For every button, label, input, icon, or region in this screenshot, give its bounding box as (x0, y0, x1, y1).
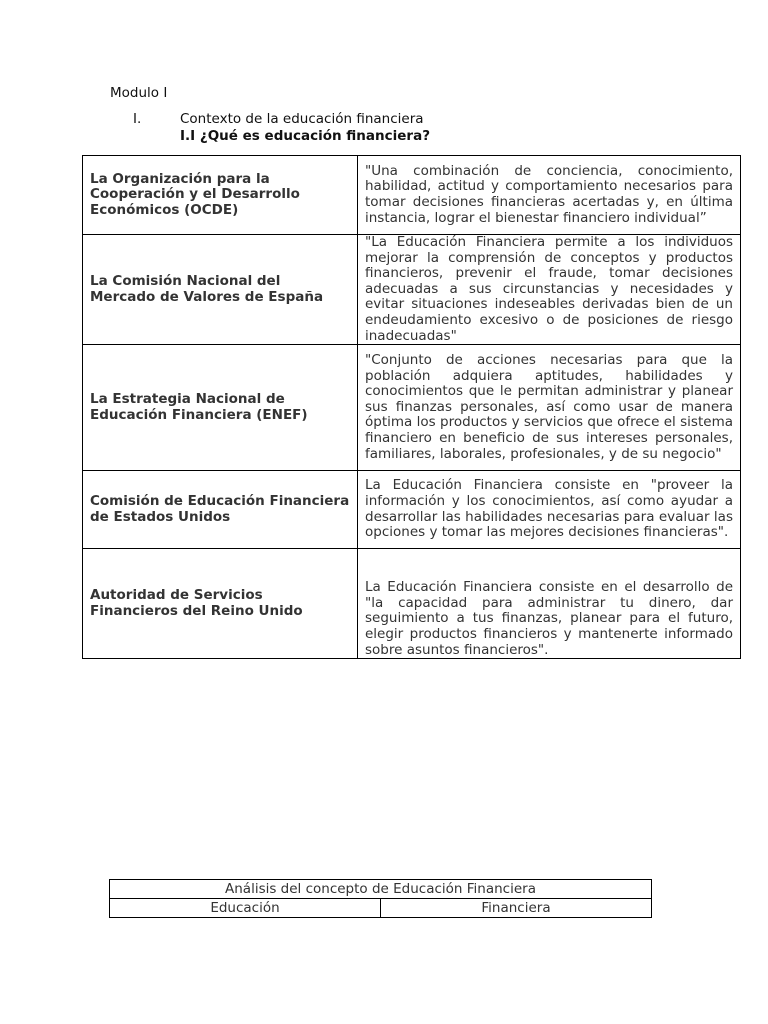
analysis-title: Análisis del concepto de Educación Financiera (110, 880, 652, 899)
section-number: I. (133, 111, 142, 127)
table-row (110, 899, 652, 918)
table-row (83, 235, 741, 345)
analysis-column-financiera: Financiera (381, 899, 652, 918)
organization-cell: Comisión de Educación Financiera de Estados Unidos (83, 471, 358, 549)
table-row (83, 156, 741, 235)
table-row (83, 345, 741, 471)
organization-cell: La Estrategia Nacional de Educación Financiera (ENEF) (83, 345, 358, 471)
table-row (83, 471, 741, 549)
analysis-table (109, 879, 652, 918)
definition-cell: La Educación Financiera consiste en "proveer la información y los conocimientos, así como ayudar a desarrollar las habilidades necesarias para evaluar las opciones y tomar las mejores decisiones financieras". (358, 471, 741, 549)
definition-cell: "La Educación Financiera permite a los individuos mejorar la comprensión de conceptos y productos financieros, prevenir el fraude, tomar decisiones adecuadas a sus circunstancias y necesidades y evitar situaciones indeseables derivadas bien de un endeudamiento excesivo o de posiciones de riesgo inadecuadas" (358, 235, 741, 345)
definition-cell: "Una combinación de conciencia, conocimiento, habilidad, actitud y comportamiento necesarios para tomar decisiones financieras acertadas y, en última instancia, lograr el bienestar financiero individual” (358, 156, 741, 235)
table-row (83, 549, 741, 659)
analysis-column-educacion: Educación (110, 899, 381, 918)
subsection-title: I.I ¿Qué es educación financiera? (180, 128, 431, 144)
definition-cell: "Conjunto de acciones necesarias para que la población adquiera aptitudes, habilidades y conocimientos que le permitan administrar y planear sus finanzas personales, así como usar de manera óptima los productos y servicios que ofrece el sistema financiero en beneficio de sus intereses personales, familiares, laborales, profesionales, y de su negocio" (358, 345, 741, 471)
organization-cell: La Organización para la Cooperación y el Desarrollo Económicos (OCDE) (83, 156, 358, 235)
definition-cell: La Educación Financiera consiste en el desarrollo de "la capacidad para administrar tu dinero, dar seguimiento a tus finanzas, planear para el futuro, elegir productos financieros y mantenerte informado sobre asuntos financieros". (358, 549, 741, 659)
organization-cell: Autoridad de Servicios Financieros del Reino Unido (83, 549, 358, 659)
section-title: Contexto de la educación financiera (180, 111, 424, 127)
table-row (110, 880, 652, 899)
module-label: Modulo I (110, 85, 168, 101)
definitions-table (82, 155, 741, 659)
organization-cell: La Comisión Nacional del Mercado de Valores de España (83, 235, 358, 345)
